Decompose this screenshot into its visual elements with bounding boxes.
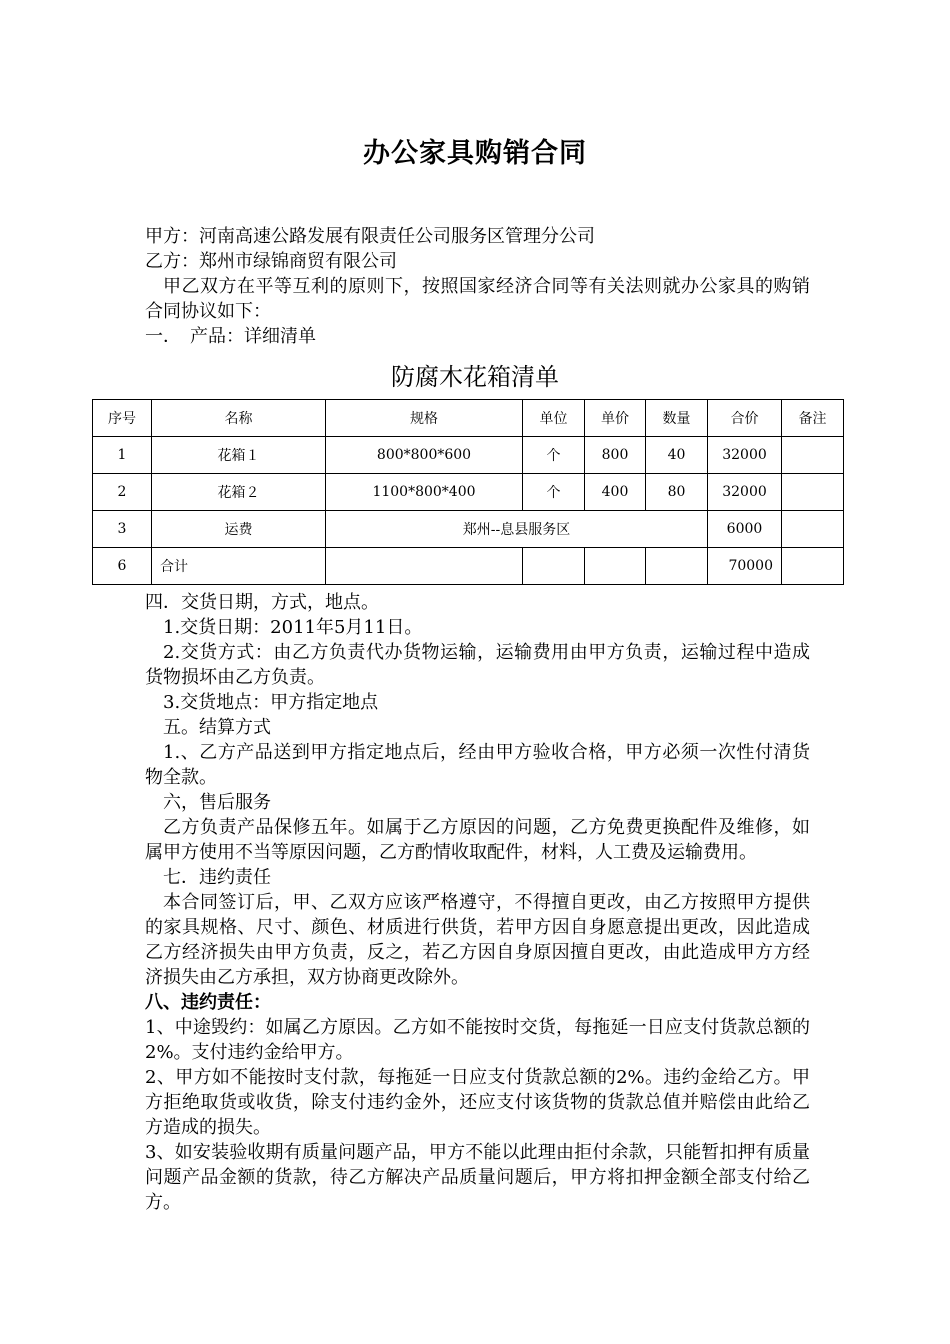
cell-spec: 800*800*600 xyxy=(326,437,523,474)
section-7-heading: 七．违约责任 xyxy=(163,867,271,888)
cell-no: 3 xyxy=(93,511,152,548)
table-title: 防腐木花箱清单 xyxy=(391,363,559,391)
cell-route: 郑州--息县服务区 xyxy=(326,511,708,548)
cell-empty xyxy=(523,548,585,585)
settlement-clause: 1.、乙方产品送到甲方指定地点后，经由甲方验收合格，甲方必须一次性付清货物全款。 xyxy=(145,742,810,788)
breach-clause-1: 1、中途毁约：如属乙方原因。乙方如不能按时交货，每拖延一日应支付货款总额的2%。支付违约金给甲方。 xyxy=(145,1017,810,1063)
party-b: 乙方：郑州市绿锦商贸有限公司 xyxy=(145,251,397,272)
cell-note xyxy=(782,437,844,474)
table-row xyxy=(93,437,844,474)
cell-no: 6 xyxy=(93,548,152,585)
liability-clause: 本合同签订后，甲、乙双方应该严格遵守，不得擅自更改，由乙方按照甲方提供的家具规格、尺寸、颜色、材质进行供货，若甲方因自身愿意提出更改，因此造成乙方经济损失由甲方负责，反之，若乙方因自身原因擅自更改，由此造成甲方方经济损失由乙方承担，双方协商更改除外。 xyxy=(145,892,810,988)
cell-empty xyxy=(585,548,646,585)
cell-no: 2 xyxy=(93,474,152,511)
party-a: 甲方：河南高速公路发展有限责任公司服务区管理分公司 xyxy=(145,226,595,247)
section-1-heading: 一． 产品：详细清单 xyxy=(145,326,316,347)
intro-paragraph: 甲乙双方在平等互利的原则下，按照国家经济合同等有关法则就办公家具的购销合同协议如下： xyxy=(145,276,810,322)
header-price: 单价 xyxy=(585,400,646,437)
cell-name: 花箱２ xyxy=(152,474,326,511)
cell-name: 花箱１ xyxy=(152,437,326,474)
cell-note xyxy=(782,511,844,548)
header-spec: 规格 xyxy=(326,400,523,437)
cell-unit: 个 xyxy=(523,437,585,474)
cell-empty xyxy=(326,548,523,585)
section-8-heading: 八、违约责任： xyxy=(145,992,271,1013)
section-5-heading: 五。结算方式 xyxy=(163,717,271,738)
cell-total: 32000 xyxy=(708,437,782,474)
cell-total: 70000 xyxy=(708,548,782,585)
cell-name: 运费 xyxy=(152,511,326,548)
breach-clause-3: 3、如安装验收期有质量问题产品，甲方不能以此理由拒付余款，只能暂扣押有质量问题产品金额的货款，待乙方解决产品质量问题后，甲方将扣押金额全部支付给乙方。 xyxy=(145,1142,810,1213)
header-name: 名称 xyxy=(152,400,326,437)
cell-price: 400 xyxy=(585,474,646,511)
cell-qty: 80 xyxy=(646,474,708,511)
header-qty: 数量 xyxy=(646,400,708,437)
cell-note xyxy=(782,548,844,585)
header-note: 备注 xyxy=(782,400,844,437)
product-table xyxy=(92,399,844,585)
cell-empty xyxy=(646,548,708,585)
after-sales-clause: 乙方负责产品保修五年。如属于乙方原因的问题，乙方免费更换配件及维修，如属甲方使用不当等原因问题，乙方酌情收取配件，材料，人工费及运输费用。 xyxy=(145,817,810,863)
section-6-heading: 六，售后服务 xyxy=(163,792,271,813)
breach-clause-2: 2、甲方如不能按时支付款，每拖延一日应支付货款总额的2%。违约金给乙方。甲方拒绝取货或收货，除支付违约金外，还应支付该货物的货款总值并赔偿由此给乙方造成的损失。 xyxy=(145,1067,810,1138)
freight-row xyxy=(93,511,844,548)
delivery-place: 3.交货地点：甲方指定地点 xyxy=(163,692,379,713)
cell-total: 6000 xyxy=(708,511,782,548)
table-row xyxy=(93,474,844,511)
delivery-date: 1.交货日期：2011年5月11日。 xyxy=(163,617,423,638)
table-header-row xyxy=(93,400,844,437)
cell-note xyxy=(782,474,844,511)
delivery-method: 2.交货方式：由乙方负责代办货物运输，运输费用由甲方负责，运输过程中造成货物损坏由乙方负责。 xyxy=(145,642,810,688)
sum-row xyxy=(93,548,844,585)
cell-price: 800 xyxy=(585,437,646,474)
cell-unit: 个 xyxy=(523,474,585,511)
cell-total: 32000 xyxy=(708,474,782,511)
cell-name: 合计 xyxy=(152,548,326,585)
header-total: 合价 xyxy=(708,400,782,437)
header-unit: 单位 xyxy=(523,400,585,437)
cell-spec: 1100*800*400 xyxy=(326,474,523,511)
header-no: 序号 xyxy=(93,400,152,437)
section-4-heading: 四．交货日期，方式，地点。 xyxy=(145,592,379,613)
cell-qty: 40 xyxy=(646,437,708,474)
cell-no: 1 xyxy=(93,437,152,474)
document-title: 办公家具购销合同 xyxy=(363,138,587,169)
